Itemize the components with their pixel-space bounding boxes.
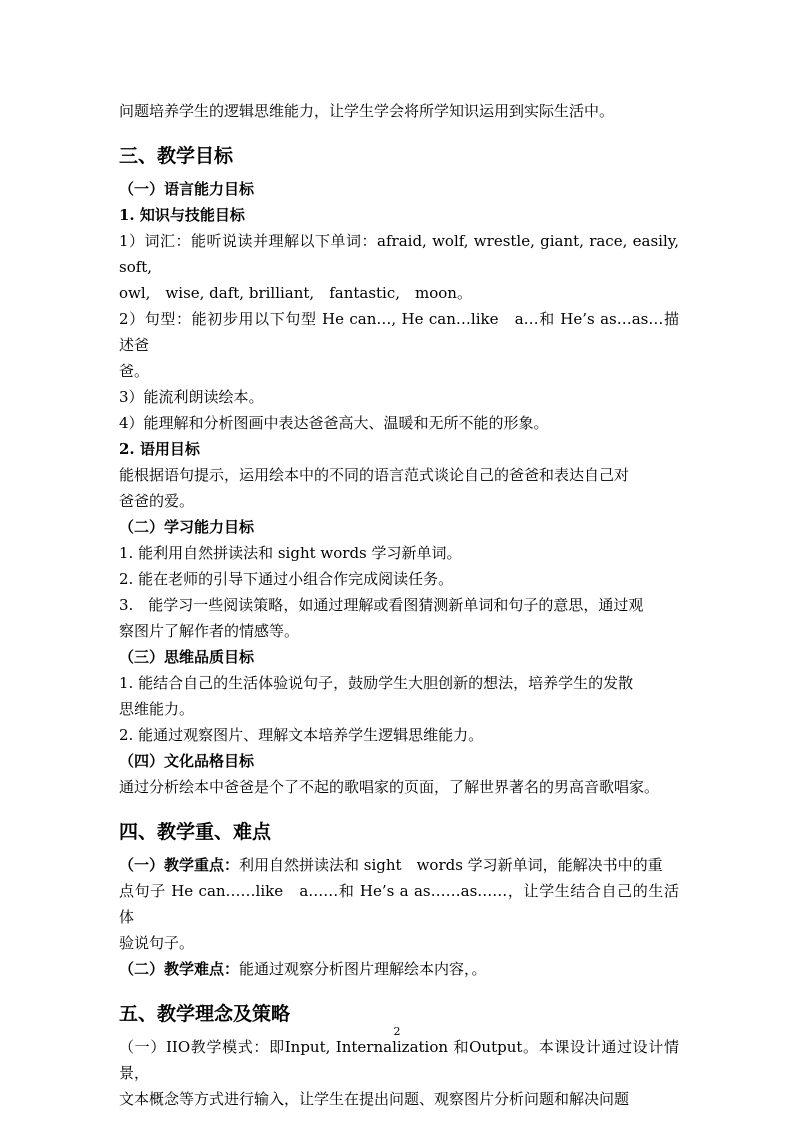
text-line: 能根据语句提示，运用绘本中的不同的语言范式谈论自己的爸爸和表达自己对: [119, 466, 630, 484]
text-line: 点句子 He can……like a……和 He’s a as……as……，让学生结合自己的生活体: [119, 882, 679, 926]
key-point-paragraph: [119, 852, 679, 878]
difficulty-text: 能通过观察分析图片理解绘本内容，。: [239, 960, 487, 978]
text-line: 验说句子。: [119, 934, 195, 952]
text-line: 2. 能在老师的引导下通过小组合作完成阅读任务。: [119, 570, 454, 588]
text-line: 爸。: [119, 362, 150, 380]
text-line: 1. 能利用自然拼读法和 sight words 学习新单词。: [119, 544, 462, 562]
subheading-learning-ability: （二）学习能力目标: [119, 518, 255, 536]
subheading-culture: （四）文化品格目标: [119, 752, 255, 770]
text-line: 文本概念等方式进行输入，让学生在提出问题、观察图片分析问题和解决问题: [119, 1090, 630, 1108]
difficulty-label: （二）教学难点：: [119, 960, 240, 978]
section-heading-three: 三、教学目标: [119, 145, 234, 167]
section-heading-five: 五、教学理念及策略: [119, 1003, 291, 1025]
subheading-usage: 2. 语用目标: [119, 440, 200, 458]
text-line: 问题培养学生的逻辑思维能力，让学生学会将所学知识运用到实际生活中。: [119, 102, 615, 120]
text-line: 爸爸的爱。: [119, 492, 195, 510]
page-content: [119, 98, 679, 1112]
text-line: 3）能流利朗读绘本。: [119, 388, 264, 406]
difficulty-paragraph: [119, 956, 679, 982]
text-line: 1）词汇：能听说读并理解以下单词：afraid, wolf, wrestle, giant, race, easily, soft,: [119, 232, 679, 276]
text-line: 1. 能结合自己的生活体验说句子，鼓励学生大胆创新的想法，培养学生的发散: [119, 674, 634, 692]
text-line: 通过分析绘本中爸爸是个了不起的歌唱家的页面，了解世界著名的男高音歌唱家。: [119, 778, 660, 796]
text-line: 思维能力。: [119, 700, 195, 718]
text-line: 4）能理解和分析图画中表达爸爸高大、温暖和无所不能的形象。: [119, 414, 549, 432]
page-number: 2: [393, 1025, 401, 1038]
subheading-language-ability: （一）语言能力目标: [119, 180, 255, 198]
key-point-text: 利用自然拼读法和 sight words 学习新单词，能解决书中的重: [239, 856, 663, 874]
text-line: 2. 能通过观察图片、理解文本培养学生逻辑思维能力。: [119, 726, 484, 744]
text-line: 2）句型：能初步用以下句型 He can…, He can…like a…和 He’s as…as…描述爸: [119, 310, 679, 354]
text-line: 察图片了解作者的情感等。: [119, 622, 300, 640]
key-point-label: （一）教学重点：: [119, 856, 240, 874]
subheading-thinking-quality: （三）思维品质目标: [119, 648, 255, 666]
text-line: 3. 能学习一些阅读策略，如通过理解或看图猜测新单词和句子的意思，通过观: [119, 596, 644, 614]
section-heading-four: 四、教学重、难点: [119, 821, 272, 843]
text-line: （一）IIO教学模式：即Input, Internalization 和Output。本课设计通过设计情景，: [119, 1038, 679, 1082]
text-line: owl, wise, daft, brilliant, fantastic, moon。: [119, 284, 472, 302]
subheading-knowledge-skills: 1. 知识与技能目标: [119, 206, 245, 224]
